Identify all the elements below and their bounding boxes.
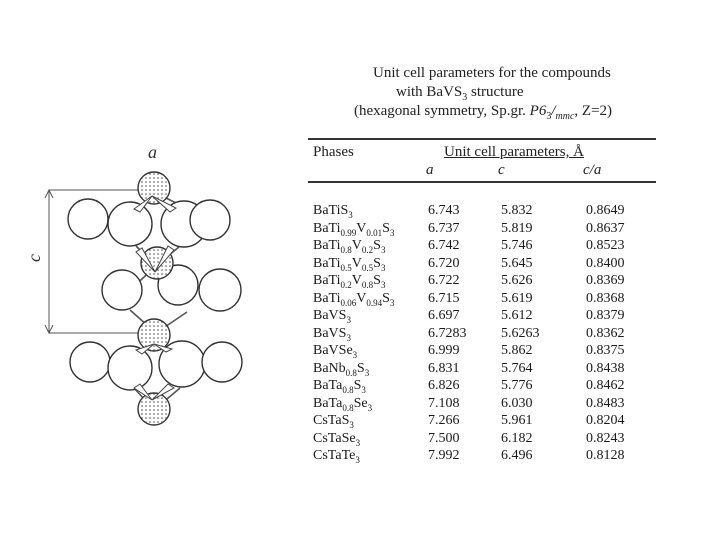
a-value-cell: 7.500 — [428, 430, 460, 446]
table-row — [313, 220, 658, 238]
c-value-cell: 5.612 — [501, 308, 533, 323]
table-row — [313, 237, 658, 255]
c-over-a-value-cell: 0.8375 — [586, 343, 625, 358]
table-row — [313, 360, 658, 378]
caption-line-2: with BaVS$_3$ structure — [396, 84, 524, 103]
column-a-header: a — [426, 162, 434, 178]
a-value-cell: 6.831 — [428, 360, 460, 376]
phase-cell: $BaTi_{0.2}V_{0.8}S_3$ — [313, 273, 386, 290]
c-over-a-value-cell: 0.8369 — [586, 273, 625, 288]
caption-line-3: (hexagonal symmetry, Sp.gr. $P6_3/_{mmc}$, Z=2) — [354, 103, 613, 122]
c-value-cell: 5.776 — [501, 378, 533, 393]
label-a: a — [148, 142, 157, 162]
c-over-a-value-cell: 0.8462 — [586, 378, 625, 393]
c-value-cell: 5.746 — [501, 238, 533, 253]
c-over-a-value-cell: 0.8362 — [586, 325, 625, 341]
table-row — [313, 395, 658, 413]
phase-cell: BaTiS$_3$ — [313, 203, 353, 220]
a-value-cell: 7.992 — [428, 448, 460, 463]
table-header-rule — [308, 181, 656, 183]
phase-cell: BaVS$_3$ — [313, 308, 351, 325]
phase-cell: BaVS$_3$ — [313, 325, 351, 343]
anion-atoms — [68, 199, 242, 390]
phase-cell: CsTaTe$_3$ — [313, 448, 360, 465]
a-value-cell: 6.722 — [428, 273, 460, 288]
c-over-a-value-cell: 0.8400 — [586, 255, 625, 271]
c-over-a-value-cell: 0.8649 — [586, 203, 625, 218]
c-value-cell: 5.6263 — [501, 325, 540, 341]
c-value-cell: 5.961 — [501, 413, 533, 428]
c-value-cell: 5.832 — [501, 203, 533, 218]
phase-cell: BaVSe$_3$ — [313, 343, 358, 360]
c-value-cell: 5.764 — [501, 360, 533, 376]
a-value-cell: 6.743 — [428, 203, 460, 218]
table-row — [313, 307, 658, 325]
c-over-a-value-cell: 0.8523 — [586, 238, 625, 253]
c-value-cell: 5.645 — [501, 255, 533, 271]
table-row — [313, 290, 658, 308]
c-over-a-value-cell: 0.8128 — [586, 448, 625, 463]
c-value-cell: 6.182 — [501, 430, 533, 446]
a-value-cell: 6.742 — [428, 238, 460, 253]
crystal-structure-figure — [0, 0, 300, 540]
phase-cell: $BaTa_{0.8}S_3$ — [313, 378, 366, 395]
c-over-a-value-cell: 0.8483 — [586, 395, 625, 411]
phase-cell: $BaTa_{0.8}Se_3$ — [313, 395, 373, 413]
table-row — [313, 325, 658, 343]
table-row — [313, 447, 658, 465]
c-over-a-value-cell: 0.8243 — [586, 430, 625, 446]
a-value-cell: 6.715 — [428, 290, 460, 306]
table-row — [313, 342, 658, 360]
table-top-rule — [308, 138, 656, 140]
phases-header: Phases — [313, 144, 354, 160]
a-value-cell: 6.697 — [428, 308, 460, 323]
c-over-a-value-cell: 0.8438 — [586, 360, 625, 376]
table-body — [313, 202, 658, 465]
phase-cell: $BaTi_{0.5}V_{0.5}S_3$ — [313, 255, 386, 273]
table-row — [313, 272, 658, 290]
c-value-cell: 5.862 — [501, 343, 533, 358]
a-value-cell: 7.266 — [428, 413, 460, 428]
c-value-cell: 6.496 — [501, 448, 533, 463]
a-value-cell: 6.826 — [428, 378, 460, 393]
phase-cell: $BaTi_{0.99}V_{0.01}S_3$ — [313, 220, 395, 238]
label-c: c — [24, 254, 44, 262]
phase-cell: $BaNb_{0.8}S_3$ — [313, 360, 370, 378]
c-value-cell: 5.819 — [501, 220, 533, 236]
a-value-cell: 6.999 — [428, 343, 460, 358]
c-value-cell: 6.030 — [501, 395, 533, 411]
table-row — [313, 377, 658, 395]
c-over-a-value-cell: 0.8637 — [586, 220, 625, 236]
a-value-cell: 7.108 — [428, 395, 460, 411]
c-over-a-value-cell: 0.8204 — [586, 413, 625, 428]
column-c-over-a-header: c/a — [583, 162, 602, 178]
c-value-cell: 5.626 — [501, 273, 533, 288]
table-row — [313, 412, 658, 430]
a-value-cell: 6.720 — [428, 255, 460, 271]
column-c-header: c — [498, 162, 505, 178]
table-row — [313, 202, 658, 220]
unit-cell-params-header: Unit cell parameters, Å — [444, 144, 584, 160]
c-over-a-value-cell: 0.8368 — [586, 290, 625, 306]
a-value-cell: 6.7283 — [428, 325, 467, 341]
phase-cell: $BaTi_{0.8}V_{0.2}S_3$ — [313, 238, 386, 255]
phase-cell: $BaTi_{0.06}V_{0.94}S_3$ — [313, 290, 395, 308]
phase-cell: CsTaS$_3$ — [313, 413, 354, 430]
a-value-cell: 6.737 — [428, 220, 460, 236]
table-row — [313, 255, 658, 273]
c-value-cell: 5.619 — [501, 290, 533, 306]
table-row — [313, 430, 658, 448]
phase-cell: CsTaSe$_3$ — [313, 430, 361, 448]
caption-line-1: Unit cell parameters for the compounds — [373, 65, 611, 81]
c-over-a-value-cell: 0.8379 — [586, 308, 625, 323]
